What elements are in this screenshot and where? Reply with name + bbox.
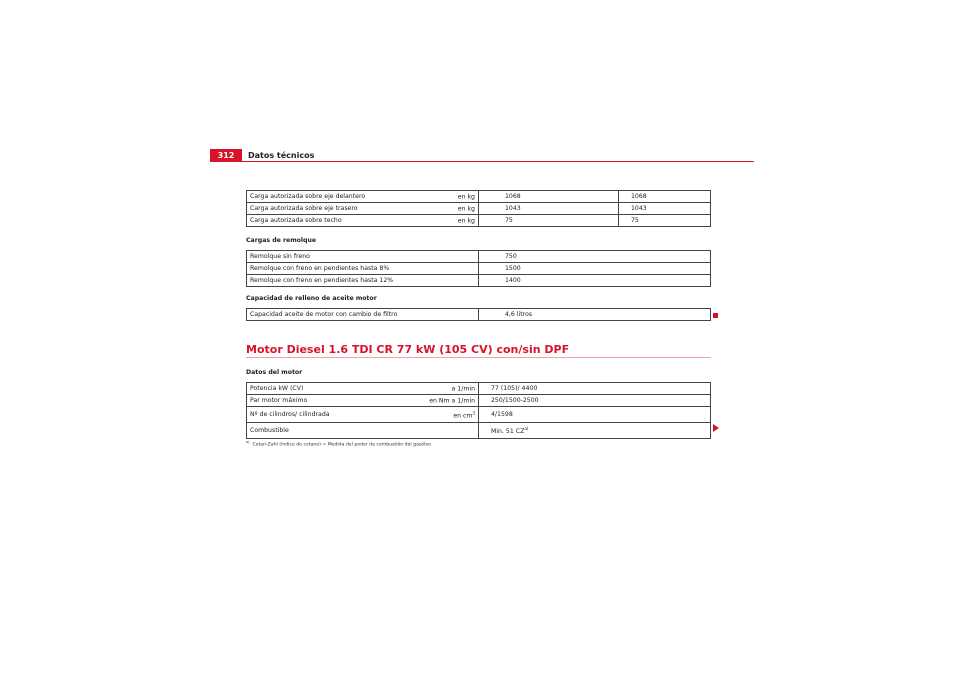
row-value: 1043 — [479, 203, 619, 215]
table-row — [247, 407, 711, 423]
row-label: Carga autorizada sobre eje trasero — [250, 205, 358, 212]
row-value: 75 — [479, 215, 619, 227]
trailer-table — [246, 250, 711, 287]
footnote-text: Cetan-Zahl (índice de cetano) = Medida del poder de combustión del gasóleo — [252, 442, 431, 448]
table-row — [247, 251, 711, 263]
footnote — [246, 440, 431, 448]
row-value: 1400 — [479, 275, 711, 287]
end-marker-icon — [713, 313, 718, 318]
row-unit: en cm — [453, 412, 473, 420]
table-row — [247, 423, 711, 439]
table-row — [247, 309, 711, 321]
footnote-marker: a) — [246, 440, 250, 444]
table-row — [247, 263, 711, 275]
row-value: 4/1598 — [479, 407, 711, 423]
section-rule — [246, 357, 711, 358]
row-unit: en kg — [457, 217, 475, 224]
row-value: 1500 — [479, 263, 711, 275]
oil-table — [246, 308, 711, 321]
trailer-heading: Cargas de remolque — [246, 237, 317, 244]
load-table — [246, 190, 711, 227]
table-row — [247, 215, 711, 227]
row-label: Remolque con freno en pendientes hasta 8% — [247, 263, 479, 275]
row-value-2: 75 — [619, 215, 711, 227]
row-value-2: 1068 — [619, 191, 711, 203]
header-title: Datos técnicos — [248, 151, 315, 160]
row-value: 750 — [479, 251, 711, 263]
table-row — [247, 383, 711, 395]
header-rule — [210, 161, 754, 162]
row-value: 77 (105)/ 4400 — [479, 383, 711, 395]
engine-subheading: Datos del motor — [246, 369, 303, 376]
unit-superscript: 3 — [472, 409, 475, 415]
table-row — [247, 191, 711, 203]
continue-arrow-icon — [713, 424, 719, 432]
footnote-ref: a) — [524, 425, 529, 431]
row-label: Remolque sin freno — [247, 251, 479, 263]
oil-heading: Capacidad de relleno de aceite motor — [246, 295, 377, 302]
table-row — [247, 275, 711, 287]
row-label: Nº de cilindros/ cilindrada — [250, 411, 330, 418]
table-row — [247, 395, 711, 407]
row-unit: en kg — [457, 193, 475, 200]
row-label: Carga autorizada sobre eje delantero — [250, 193, 366, 200]
row-value-2: 1043 — [619, 203, 711, 215]
row-label: Remolque con freno en pendientes hasta 12% — [247, 275, 479, 287]
row-unit: en Nm a 1/min — [429, 397, 475, 404]
row-value: Min. 51 CZ — [491, 428, 525, 436]
row-value: 250/1500-2500 — [479, 395, 711, 407]
row-label: Par motor máximo — [250, 397, 308, 404]
row-label: Potencia kW (CV) — [250, 385, 304, 392]
row-value: 4,6 litros — [479, 309, 711, 321]
section-title: Motor Diesel 1.6 TDI CR 77 kW (105 CV) con/sin DPF — [246, 343, 570, 356]
row-value: 1068 — [479, 191, 619, 203]
row-unit: a 1/min — [451, 385, 475, 392]
engine-table — [246, 382, 711, 439]
row-label: Carga autorizada sobre techo — [250, 217, 342, 224]
page-number: 312 — [210, 149, 242, 162]
row-label: Capacidad aceite de motor con cambio de filtro — [247, 309, 479, 321]
table-row — [247, 203, 711, 215]
row-unit: en kg — [457, 205, 475, 212]
row-label: Combustible — [247, 423, 479, 439]
